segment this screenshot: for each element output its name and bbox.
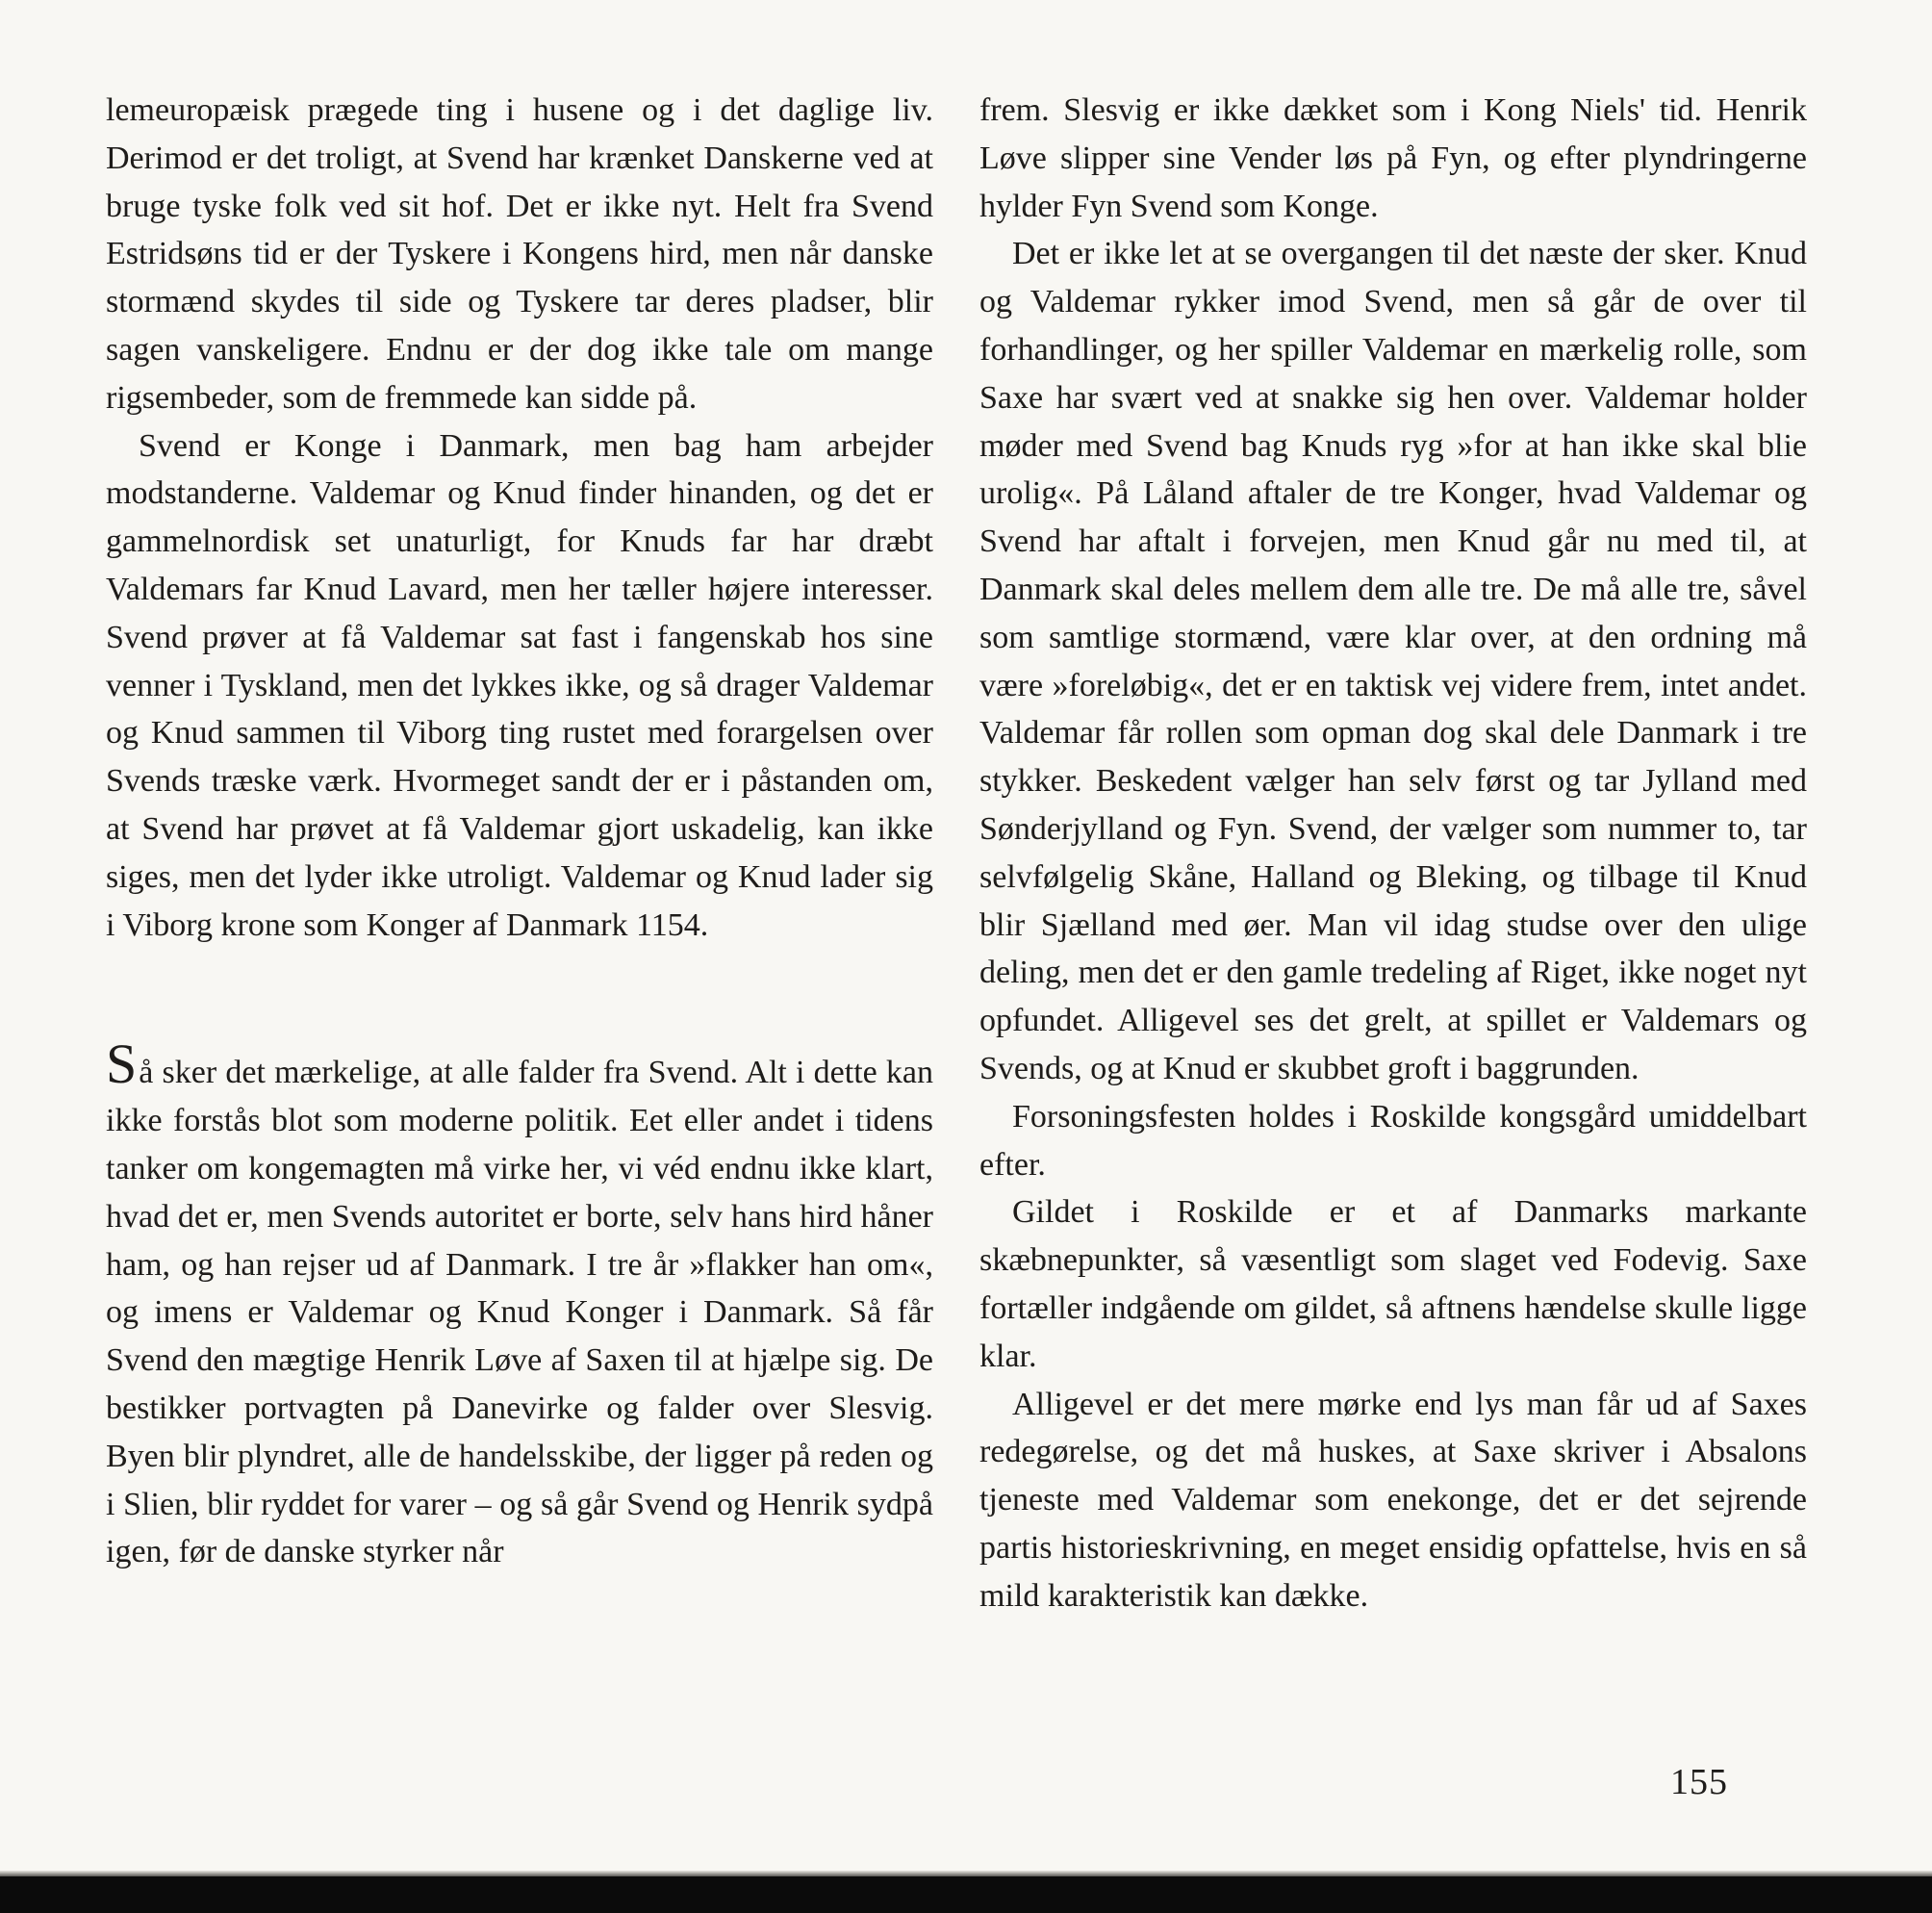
paragraph: Gildet i Roskilde er et af Danmarks markante skæbnepunkter, så væsentligt som slaget ved Fodevig. Saxe fortæller indgående om gildet, så aftnens hændelse skulle ligge klar.: [979, 1194, 1807, 1374]
section-paragraph: [106, 1033, 933, 1576]
background-edge: [0, 1876, 1932, 1913]
section-paragraph-text: å sker det mærkelige, at alle falder fra Svend. Alt i dette kan ikke forstås blot som moderne politik. Eet eller andet i tidens tanker om kongemagten må virke her, vi véd endnu ikke klart, hvad det er, men Svends autoritet er borte, selv hans hird håner ham, og han rejser ud af Danmark. I tre år »flakker han om«, og imens er Valdemar og Knud Konger i Danmark. Så får Svend den mægtige Henrik Løve af Saxen til at hjælpe sig. De bestikker portvagten på Danevirke og falder over Slesvig. Byen blir plyndret, alle de handelsskibe, der ligger på reden og i Slien, blir ryddet for varer – og så går Svend og Henrik sydpå igen, før de danske styrker når: [106, 1055, 933, 1570]
right-column: [979, 87, 1807, 1620]
left-column: [106, 87, 933, 1576]
paragraph: lemeuropæisk prægede ting i husene og i det daglige liv. Derimod er det troligt, at Svend har krænket Danskerne ved at bruge tyske folk ved sit hof. Det er ikke nyt. Helt fra Svend Estridsøns tid er der Tyskere i Kongens hird, men når danske stormænd skydes til side og Tyskere tar deres pladser, blir sagen vanskeligere. Endnu er der dog ikke tale om mange rigsembeder, som de fremmede kan sidde på.: [106, 92, 933, 416]
drop-cap: S: [106, 1033, 138, 1096]
paragraph: Forsoningsfesten holdes i Roskilde kongsgård umiddelbart efter.: [979, 1098, 1807, 1183]
paragraph: Alligevel er det mere mørke end lys man får ud af Saxes redegørelse, og det må huskes, at Saxe skriver i Absalons tjeneste med Valdemar som enekonge, det er det sejrende partis historieskrivning, en meget ensidig opfattelse, hvis en så mild karakteristik kan dække.: [979, 1386, 1807, 1614]
paragraph: frem. Slesvig er ikke dækket som i Kong Niels' tid. Henrik Løve slipper sine Vender løs på Fyn, og efter plyndringerne hylder Fyn Svend som Konge.: [979, 92, 1807, 224]
section-break: [106, 949, 933, 1045]
paragraph: Svend er Konge i Danmark, men bag ham arbejder modstanderne. Valdemar og Knud finder hinanden, og det er gammelnordisk set unaturligt, for Knuds far har dræbt Valdemars far Knud Lavard, men her tæller højere interesser. Svend prøver at få Valdemar sat fast i fangenskab hos sine venner i Tyskland, men det lykkes ikke, og så drager Valdemar og Knud sammen til Viborg ting rustet med forargelsen over Svends træske værk. Hvormeget sandt der er i påstanden om, at Svend har prøvet at få Valdemar gjort uskadelig, kan ikke siges, men det lyder ikke utroligt. Valdemar og Knud lader sig i Viborg krone som Konger af Danmark 1154.: [106, 427, 933, 943]
page-number: 155: [1670, 1762, 1728, 1802]
paragraph: Det er ikke let at se overgangen til det næste der sker. Knud og Valdemar rykker imod Svend, men så går de over til forhandlinger, og her spiller Valdemar en mærkelig rolle, som Saxe har svært ved at snakke sig hen over. Valdemar holder møder med Svend bag Knuds ryg »for at han ikke skal blie urolig«. På Låland aftaler de tre Konger, hvad Valdemar og Svend har aftalt i forvejen, men Knud går nu med til, at Danmark skal deles mellem dem alle tre. De må alle tre, såvel som samtlige stormænd, være klar over, at den ordning må være »foreløbig«, det er en taktisk vej videre frem, intet andet. Valdemar får rollen som opman dog skal dele Danmark i tre stykker. Beskedent vælger han selv først og tar Jylland med Sønderjylland og Fyn. Svend, der vælger som nummer to, tar selvfølgelig Skåne, Halland og Bleking, og tilbage til Knud blir Sjælland med øer. Man vil idag studse over den ulige deling, men det er den gamle tredeling af Riget, ikke noget nyt opfundet. Alligevel ses det grelt, at spillet er Valdemars og Svends, og at Knud er skubbet groft i baggrunden.: [979, 236, 1807, 1086]
